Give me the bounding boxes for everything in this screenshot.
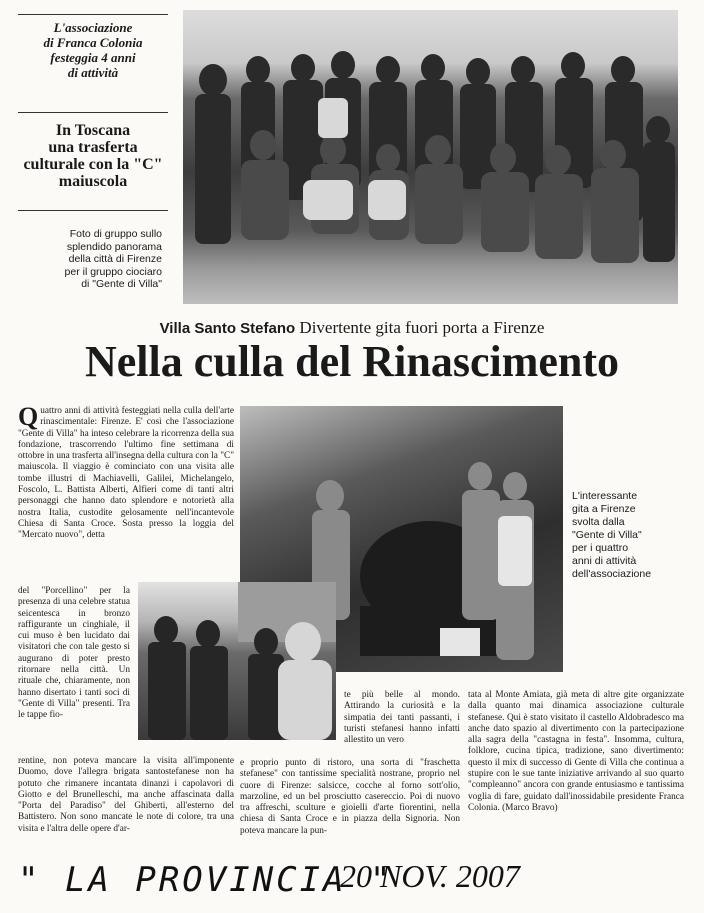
street-photo <box>138 582 336 740</box>
body-col1-narrow <box>18 586 130 722</box>
body-col1-top <box>18 402 234 542</box>
kicker-text: Divertente gita fuori porta a Firenze <box>299 318 545 337</box>
caption-line: svolta dalla <box>572 516 625 528</box>
body-text: tata al Monte Amiata, già meta di altre gite organizzate dalla quanto mai dinamica associazione culturale stefanese. Qui è stato visitato il castello Aldobradesco ma anche dato spazio al divertimento con la partecipazione alla sagra della "castagna in festa". Insomma, cultura, folklore, cucina tipica, tradizione, sano divertimento: questo il mix di successo di Gente di Villa che continua a stupire con le sue tante iniziative arrivando al suo quarto "compleanno" ancora con grande entusiasmo e tantissima voglia di fare, guidato dall'inossidabile presidente Franca Colonia. (Marco Bravo) <box>468 690 684 813</box>
deck-line: L'associazione <box>53 20 133 35</box>
street-photo-shapes <box>138 582 336 740</box>
deck-line: di attività <box>67 65 119 80</box>
caption-line: "Gente di Villa" <box>572 529 642 541</box>
kicker <box>0 318 704 338</box>
deck-line: festeggia 4 anni <box>50 50 136 65</box>
body-paragraph <box>18 402 234 542</box>
subdeck-line: una trasferta <box>48 139 138 156</box>
caption-line: della città di Firenze <box>68 253 162 265</box>
body-text: uattro anni di attività festeggiati nella culla dell'arte rinascimentale: Firenze. E' così che l'associazione "Gente di Villa" ha inteso celebrare la ricorrenza della sua fondazione, trascorrendo l'ultimo fine settimana di ottobre in una trasferta all'insegna della cultura con la "C" maiuscola. Il viaggio è cominciato con una visita alle tombe illustri di Machiavelli, Galilei, Michelangelo, Foscolo, L. Battista Alberti, Alfieri come di tanti altri personaggi che hanno dato splendore e notorietà alla nostra Italia, custodite gelosamente nell'incantevole Chiesa di Santa Croce. Sosta presso la loggia del "Mercato nuovo", detta <box>18 406 234 541</box>
caption-line: per i quattro <box>572 542 629 554</box>
deck-divider <box>18 112 168 113</box>
subdeck-line: In Toscana <box>55 122 131 139</box>
deck <box>18 20 168 80</box>
kicker-place: Villa Santo Stefano <box>159 320 296 337</box>
body-text: te più belle al mondo. Attirando la curiosità e la simpatia dei tanti passanti, i turisti stefanesi hanno infatti allestito un vero <box>344 690 460 746</box>
group-photo-silhouettes <box>183 10 678 304</box>
handwritten-source: " LA PROVINCIA " <box>18 860 394 900</box>
deck-line: di Franca Colonia <box>43 35 143 50</box>
body-text: rentine, non poteva mancare la visita all'imponente Duomo, dove l'allegra brigata santostefanese non ha potuto che rimanere incantata dinanzi i capolavori di Giotto e del Brunelleschi, ma anche affascinata dalla "Porta del Paradiso" del Ghiberti, all'esterno del Battistero. Non sono mancate le note di colore, tra una visita e l'altra delle opere d'ar- <box>18 756 234 834</box>
caption-line: dell'associazione <box>572 568 652 580</box>
caption-line: anni di attività <box>572 555 637 567</box>
caption-line: di "Gente di Villa" <box>81 278 162 290</box>
photo-caption-top <box>18 228 162 291</box>
body-col1-bottom <box>18 756 234 835</box>
headline: Nella culla del Rinascimento <box>84 337 620 386</box>
caption-line: L'interessante <box>572 490 638 502</box>
handwritten-date: 20 NOV. 2007 <box>340 858 520 894</box>
subdeck-line: culturale con la "C" <box>23 156 163 173</box>
body-col3 <box>468 690 684 814</box>
caption-line: gita a Firenze <box>572 503 636 515</box>
body-text: del "Porcellino" per la presenza di una celebre statua seicentesca in bronzo raffigurante un cinghiale, il cui muso è ben lucidato dai visitatori che con tale gesto si augurano di poter presto ritornare nella città. Un rituale che, chiaramente, non hanno disertato i tanti soci di "Gente di Villa" presenti. Tra le tappe fio- <box>18 586 130 721</box>
photo-caption-right <box>572 490 692 581</box>
caption-line: per il gruppo ciociaro <box>64 265 162 278</box>
body-text: e proprio punto di ristoro, una sorta di "fraschetta stefanese" con tantissime specialità nostrane, proprio nel cuore di Firenze: salsicce, cocche al forno sott'olio, marzoline, ed un bel prosciutto casereccio. Poi di nuovo tra affreschi, sculture e gioielli d'arte fiorentini, nella chiesa di Santa Croce e in piazza della Signoria. Non poteva mancare la pun- <box>240 758 460 836</box>
group-photo <box>183 10 678 304</box>
caption-line: splendido panorama <box>66 240 162 253</box>
caption-line: Foto di gruppo sullo <box>69 228 162 240</box>
drop-cap: Q <box>18 402 39 431</box>
body-col2-bottom <box>240 758 460 837</box>
subdeck-line: maiuscola <box>58 173 128 190</box>
body-col2-top <box>344 690 460 746</box>
top-rule <box>18 14 168 15</box>
subdeck-divider <box>18 210 168 211</box>
subdeck <box>18 122 168 190</box>
